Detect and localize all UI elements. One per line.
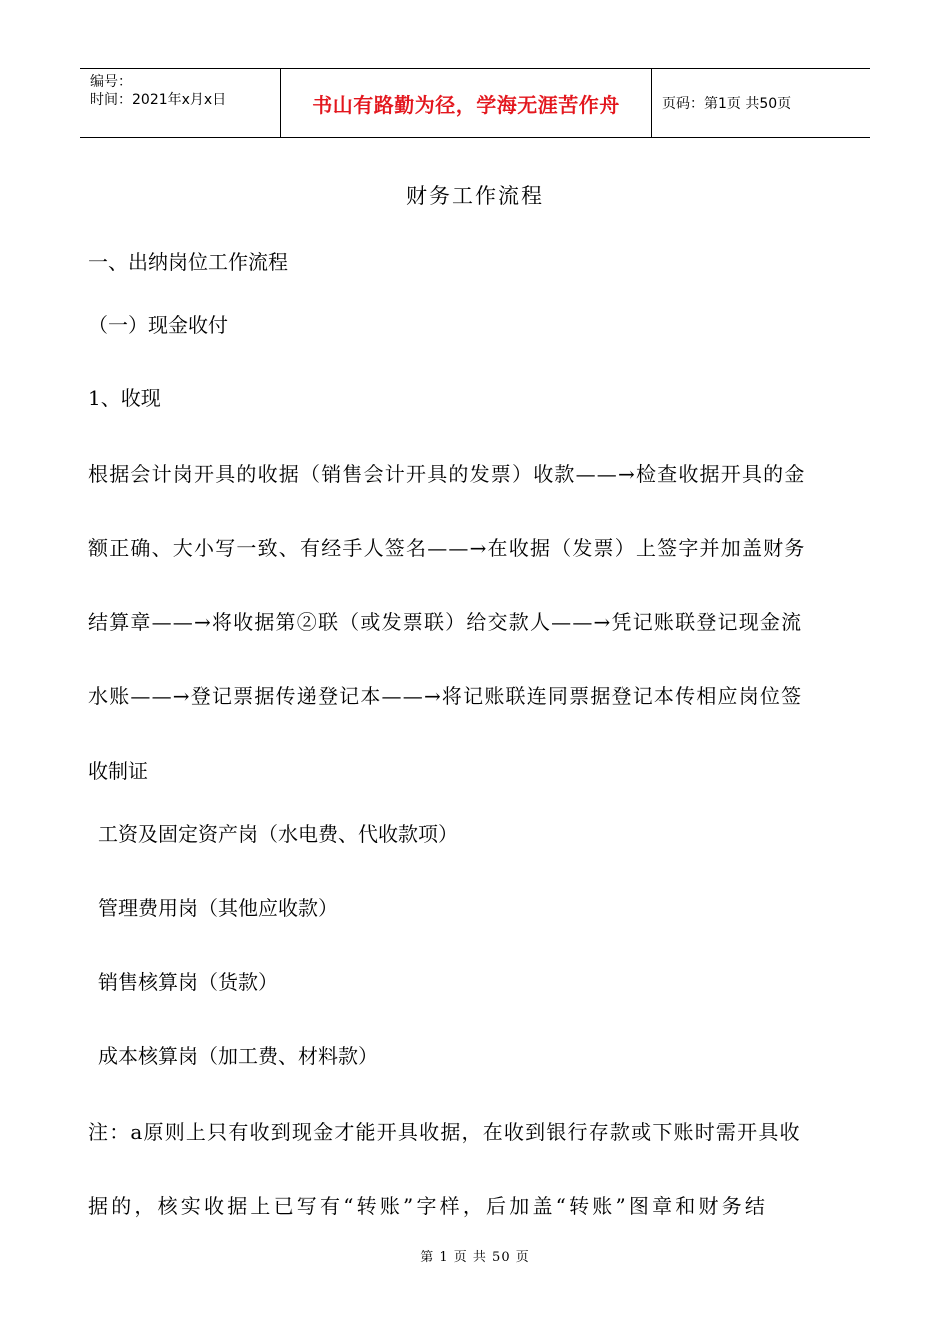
paragraph-line: 额正确、大小写一致、有经手人签名——→在收据（发票）上签字并加盖财务: [88, 536, 806, 560]
header-motto: 书山有路勤为径，学海无涯苦作舟: [312, 92, 620, 117]
note-line: 注：a原则上只有收到现金才能开具收据，在收到银行存款或下账时需开具收: [88, 1120, 801, 1144]
header-motto-cell: [280, 69, 652, 137]
paragraph-line: 根据会计岗开具的收据（销售会计开具的发票）收款——→检查收据开具的金: [88, 462, 806, 486]
paragraph-line: 结算章——→将收据第②联（或发票联）给交款人——→凭记账联登记现金流: [88, 610, 803, 634]
post-item: 管理费用岗（其他应收款）: [98, 896, 338, 920]
page-footer: 第 1 页 共 50 页: [420, 1250, 530, 1265]
note-line: 据的，核实收据上已写有“转账”字样，后加盖“转账”图章和财务结: [88, 1194, 769, 1218]
document-title: 财务工作流程: [406, 184, 544, 208]
header-page-info: 页码：第1页 共50页: [662, 96, 792, 112]
post-item: 成本核算岗（加工费、材料款）: [98, 1044, 378, 1068]
post-item: 工资及固定资产岗（水电费、代收款项）: [98, 822, 458, 846]
document-date: 时间：2021年x月x日: [90, 92, 227, 108]
subsection-heading: （一）现金收付: [88, 313, 228, 337]
header-meta: [80, 69, 280, 137]
post-item: 销售核算岗（货款）: [98, 970, 278, 994]
document-number-label: 编号：: [90, 74, 132, 90]
section-heading: 一、出纳岗位工作流程: [88, 250, 288, 274]
header-table: [80, 68, 870, 138]
item-heading: 1、收现: [88, 386, 161, 410]
paragraph-line: 水账——→登记票据传递登记本——→将记账联连同票据登记本传相应岗位签: [88, 684, 803, 708]
paragraph-line: 收制证: [88, 759, 148, 783]
